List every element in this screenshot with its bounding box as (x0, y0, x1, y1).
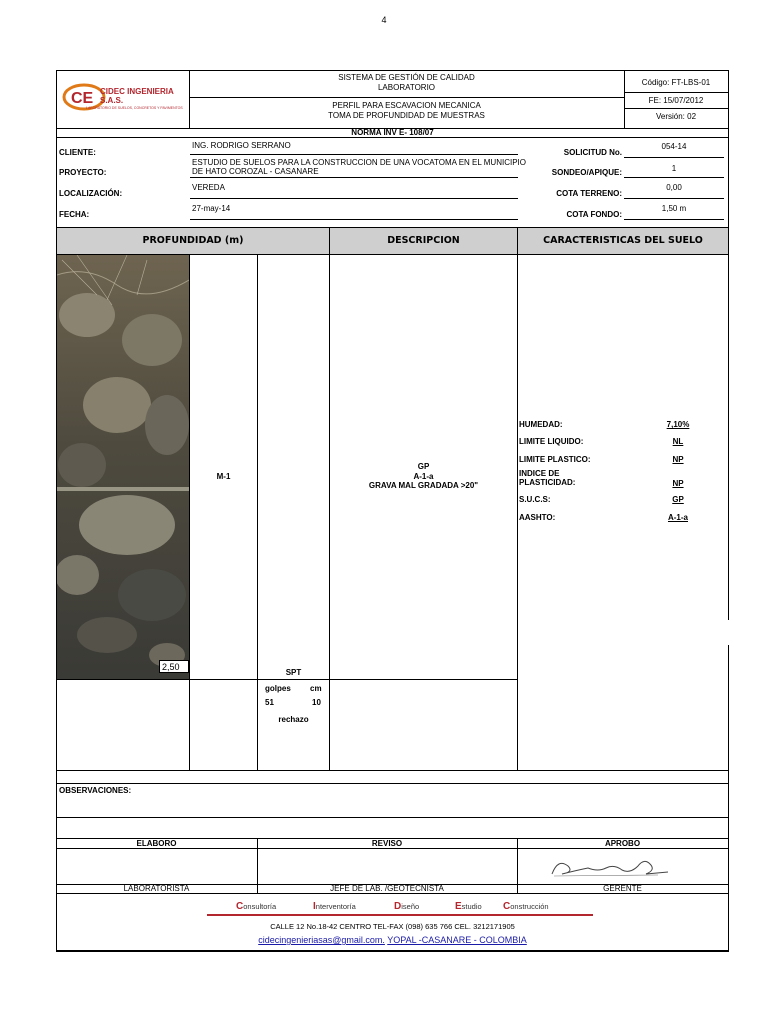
observaciones-label: OBSERVACIONES: (59, 786, 132, 795)
cota-fondo-label: COTA FONDO: (566, 210, 622, 219)
prop-label-limite-plastico: LIMITE PLASTICO: (519, 455, 591, 464)
soil-photo-image (57, 255, 189, 679)
depth-marker: 2,50 (162, 662, 180, 672)
sig-role-laboratorista: LABORATORISTA (123, 884, 190, 893)
sondeo-label: SONDEO/APIQUE: (551, 168, 622, 177)
system-subtitle: LABORATORIO (377, 83, 436, 92)
obs-line-2 (56, 817, 729, 818)
footer-contact (56, 935, 729, 945)
proyecto-underline (190, 177, 518, 178)
prop-label-indice-plasticidad: INDICE DE PLASTICIDAD: (519, 469, 576, 487)
sig-role-jefe: JEFE DE LAB. /GEOTECNISTA (330, 884, 444, 893)
col-header-profundidad: PROFUNDIDAD (m) (142, 235, 244, 246)
col-line-2 (257, 254, 258, 770)
norma-title: NORMA INV E- 108/07 (351, 128, 434, 137)
cota-terreno-underline (624, 198, 724, 199)
frame-bottom (56, 950, 729, 952)
company-tagline: LABORATORIO DE SUELOS, CONCRETOS Y PAVIMENTOS (86, 106, 183, 110)
spt-golpes-value: 51 (265, 698, 274, 707)
solicitud-label: SOLICITUD No. (563, 148, 622, 157)
prop-value-limite-plastico: NP (672, 455, 684, 464)
soil-profile-photo (57, 255, 189, 679)
prop-value-sucs: GP (672, 495, 684, 504)
fecha-underline (190, 219, 518, 220)
prop-value-indice-plasticidad: NP (672, 479, 684, 488)
col-header-descripcion: DESCRIPCION (387, 235, 460, 246)
footer-email-link[interactable]: cidecingenieriasas@gmail.com. (258, 935, 385, 945)
localizacion-underline (190, 198, 518, 199)
col-line-4 (517, 227, 518, 770)
description-line-1: GP (417, 462, 430, 471)
doc-version: Versión: 02 (655, 112, 697, 121)
frame-right-lower (728, 645, 729, 951)
footer-word-diseno: Diseño (394, 901, 420, 912)
spt-label: SPT (285, 668, 302, 677)
signature-icon (548, 852, 688, 882)
cota-terreno-label: COTA TERRENO: (556, 189, 622, 198)
proyecto-value-2: DE HATO COROZAL - CASANARE (192, 167, 319, 176)
depth-marker-box (159, 660, 189, 673)
prop-label-sucs: S.U.C.S: (519, 495, 551, 504)
col-line-3 (329, 227, 330, 770)
svg-text:CE: CE (71, 90, 94, 107)
sample-row-bottom (56, 679, 517, 680)
prop-label-limite-liquido: LIMITE LIQUIDO: (519, 437, 584, 446)
frame-top (56, 70, 729, 71)
hdr-hline-r2 (624, 108, 728, 109)
footer-accent-line (207, 914, 593, 916)
cota-fondo-underline (624, 219, 724, 220)
cliente-label: CLIENTE: (59, 148, 96, 157)
page-number: 4 (381, 15, 387, 25)
col-header-caracteristicas: CARACTERISTICAS DEL SUELO (543, 235, 703, 246)
system-title: SISTEMA DE GESTIÓN DE CALIDAD (338, 73, 475, 82)
frame-right-upper (728, 70, 729, 620)
footer-word-consultoria: Consultoría (236, 901, 277, 912)
footer-city: YOPAL -CASANARE - COLOMBIA (387, 935, 527, 945)
prop-label-humedad: HUMEDAD: (519, 420, 563, 429)
table-bottom-line (56, 770, 729, 771)
hdr-hline-r1 (624, 92, 728, 93)
prop-value-limite-liquido: NL (672, 437, 684, 446)
localizacion-value: VEREDA (192, 183, 225, 192)
description-line-3: GRAVA MAL GRADADA >20" (368, 481, 479, 490)
cota-fondo-value: 1,50 m (661, 204, 687, 213)
prop-label-aashto: AASHTO: (519, 513, 556, 522)
proyecto-label: PROYECTO: (59, 168, 107, 177)
description-line-2: A-1-a (413, 472, 434, 481)
sample-id: M-1 (216, 472, 231, 481)
cliente-underline (190, 154, 518, 155)
footer-word-estudio: Estudio (455, 901, 482, 912)
spt-rechazo: rechazo (278, 715, 309, 724)
proyecto-value-1: ESTUDIO DE SUELOS PARA LA CONSTRUCCION DE UNA VOCATOMA EN EL MUNICIPIO (192, 158, 526, 167)
cliente-value: ING. RODRIGO SERRANO (192, 141, 291, 150)
spt-golpes-label: golpes (265, 684, 291, 693)
company-name: CIDEC INGENIERIA S.A.S. (100, 87, 174, 106)
sondeo-value: 1 (671, 164, 677, 173)
doc-date: FE: 15/07/2012 (648, 96, 704, 105)
table-top-line (56, 227, 729, 228)
fecha-value: 27-may-14 (192, 204, 231, 213)
norma-underline (56, 137, 729, 138)
cota-terreno-value: 0,00 (666, 183, 682, 192)
sondeo-underline (624, 177, 724, 178)
doc-code: Código: FT-LBS-01 (641, 78, 711, 87)
footer-word-interventoria: Interventoría (313, 901, 356, 912)
doc-title-2: TOMA DE PROFUNDIDAD DE MUESTRAS (328, 111, 485, 120)
sig-role-gerente: GERENTE (603, 884, 642, 893)
manager-signature (548, 852, 688, 882)
doc-title-1: PERFIL PARA ESCAVACION MECANICA (332, 101, 481, 110)
footer-word-construccion: Construcción (503, 901, 549, 912)
solicitud-underline (624, 157, 724, 158)
hdr-hline-mid (189, 97, 624, 98)
prop-value-humedad: 7,10% (666, 420, 690, 429)
localizacion-label: LOCALIZACIÓN: (59, 189, 123, 198)
sig-elaboro: ELABORO (136, 839, 177, 848)
spt-cm-value: 10 (312, 698, 321, 707)
sig-aprobo: APROBO (604, 839, 641, 848)
obs-line-1 (56, 783, 729, 784)
spt-cm-label: cm (310, 684, 322, 693)
prop-value-aashto: A-1-a (667, 513, 688, 522)
sig-reviso: REVISO (371, 839, 403, 848)
col-line-1 (189, 254, 190, 770)
footer-address: CALLE 12 No.18-42 CENTRO TEL-FAX (098) 635 766 CEL. 3212171905 (270, 922, 515, 931)
fecha-label: FECHA: (59, 210, 90, 219)
solicitud-value: 054-14 (661, 142, 687, 151)
